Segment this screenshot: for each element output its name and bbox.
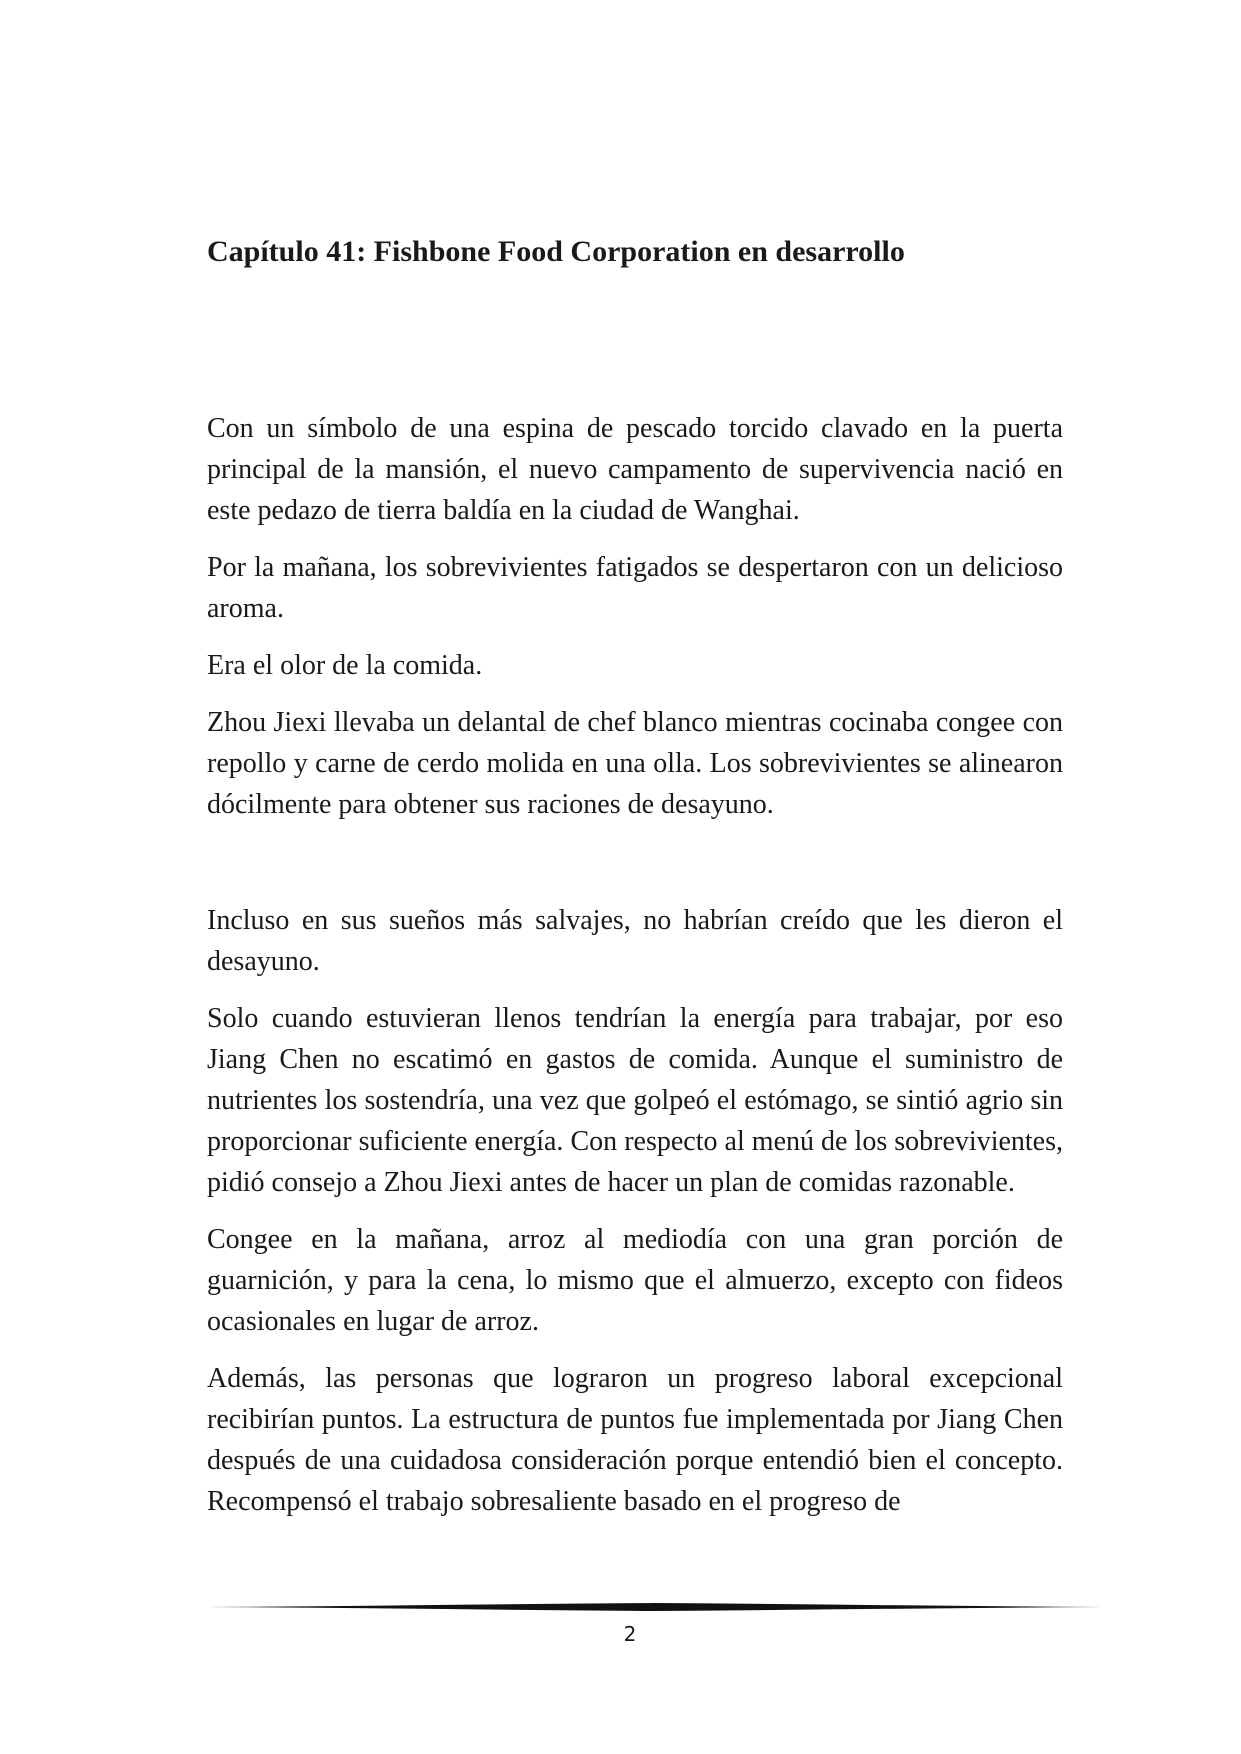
page-number: 2 [623,1622,637,1646]
chapter-title: Capítulo 41: Fishbone Food Corporation en desarrollo [207,235,905,268]
paragraph: Incluso en sus sueños más salvajes, no habrían creído que les dieron el desayuno. [207,905,1063,977]
footer-divider [207,1600,1103,1614]
paragraph: Era el olor de la comida. [207,650,483,681]
paragraph: Zhou Jiexi llevaba un delantal de chef blanco mientras cocinaba congee con repollo y carne de cerdo molida en una olla. Los sobrevivientes se alinearon dócilmente para obtener sus raciones de desayuno. [207,707,1063,820]
paragraph: Además, las personas que lograron un progreso laboral excepcional recibirían puntos. La estructura de puntos fue implementada por Jiang Chen después de una cuidadosa consideración porque entendió bien el concepto. Recompensó el trabajo sobresaliente basado en el progreso de [207,1363,1063,1517]
chapter-body [207,408,1063,1522]
paragraph: Congee en la mañana, arroz al mediodía con una gran porción de guarnición, y para la cena, lo mismo que el almuerzo, excepto con fideos ocasionales en lugar de arroz. [207,1224,1063,1337]
paragraph: Solo cuando estuvieran llenos tendrían la energía para trabajar, por eso Jiang Chen no escatimó en gastos de comida. Aunque el suministro de nutrientes los sostendría, una vez que golpeó el estómago, se sintió agrio sin proporcionar suficiente energía. Con respecto al menú de los sobrevivientes, pidió consejo a Zhou Jiexi antes de hacer un plan de comidas razonable. [207,1003,1063,1198]
paragraph: Con un símbolo de una espina de pescado torcido clavado en la puerta principal de la mansión, el nuevo campamento de supervivencia nació en este pedazo de tierra baldía en la ciudad de Wanghai. [207,413,1063,526]
paragraph: Por la mañana, los sobrevivientes fatigados se despertaron con un delicioso aroma. [207,552,1063,624]
